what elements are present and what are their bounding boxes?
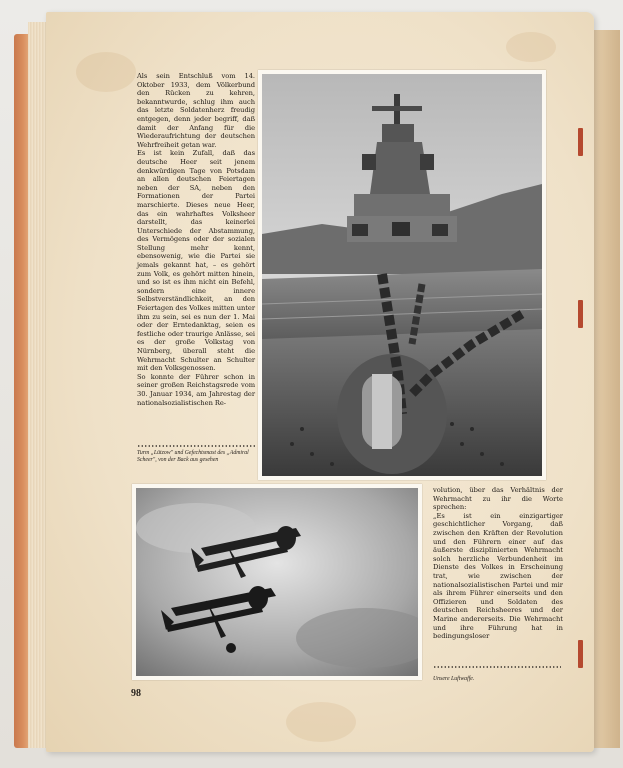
stain (286, 702, 356, 742)
top-photo-caption: Turm „Lützow" und Gefechtsmast des „Admiral Scheer", von der Back aus gesehen (137, 450, 249, 463)
paragraph: Es ist kein Zufall, daß das deutsche Heer seit jenem denkwürdigen Tage von Potsdam an allen deutschen Feiertagen neben der SA, neben den Formationen der Partei marschierte. Dieses neue Heer, das ein wahrhaftes Volksheer darstellt, das keinerlei Unterschiede der Abstammung, des Vermögens oder der sozialen Stellung mehr kennt, ebensowenig, wie die Partei sie jemals gekannt hat, – es gehört zum Volk, es gehört mitten hinein, und so ist es ihm nicht ein Befehl, sondern eine innere Selbstverständlichkeit, an den Feiertagen des Volkes mitten unter ihm zu sein, sei es nun der 1. Mai oder der Erntedanktag, seien es festliche oder traurige Anlässe, sei es der große Volkstag von Nürnberg, überall steht die Wehrmacht Schulter an Schulter mit den Volksgenossen. (137, 149, 255, 373)
warship-photo (258, 70, 546, 480)
stain (506, 32, 556, 62)
page-tab (578, 300, 583, 328)
left-column-text (137, 72, 255, 407)
paragraph: volution, über das Verhältnis der Wehrmacht zu ihr die Worte sprechen: (433, 486, 563, 512)
paragraph: So konnte der Führer schon in seiner großen Reichstagsrede vom 30. Januar 1934, am Jahrestag der nationalsozialistischen Re- (137, 372, 255, 407)
paragraph: „Es ist ein einzigartiger geschichtlicher Vorgang, daß zwischen den Kräften der Revolution und den Führern einer auf das äußerste disziplinierten Wehrmacht solch herzliche Verbundenheit im Dienste des Volkes in Erscheinung trat, wie zwischen der nationalsozialistischen Partei und mir als ihrem Führer einerseits und den Offizieren und Soldaten des deutschen Reichsheeres und der Marine andererseits. Die Wehrmacht und ihre Führung hat in bedingungsloser (433, 511, 563, 641)
right-column-text (433, 486, 563, 641)
stain (76, 52, 136, 92)
caption-divider (433, 666, 561, 668)
bottom-photo-caption: Unsere Luftwaffe. (433, 676, 475, 682)
caption-divider (137, 445, 255, 447)
page-number: 98 (131, 688, 141, 699)
warship-image (262, 74, 542, 476)
paragraph: Als sein Entschluß vom 14. Oktober 1933, dem Völkerbund den Rücken zu kehren, bekanntwurde, schlug ihm auch das letzte Soldatenherz freudig entgegen, denn jeder begriff, daß damit der Anfang für die Wiederaufrichtung der deutschen Wehrfreiheit getan war. (137, 72, 255, 149)
airplanes-photo (132, 484, 422, 680)
page-tab (578, 128, 583, 156)
airplanes-image (136, 488, 418, 676)
page-tab (578, 640, 583, 668)
